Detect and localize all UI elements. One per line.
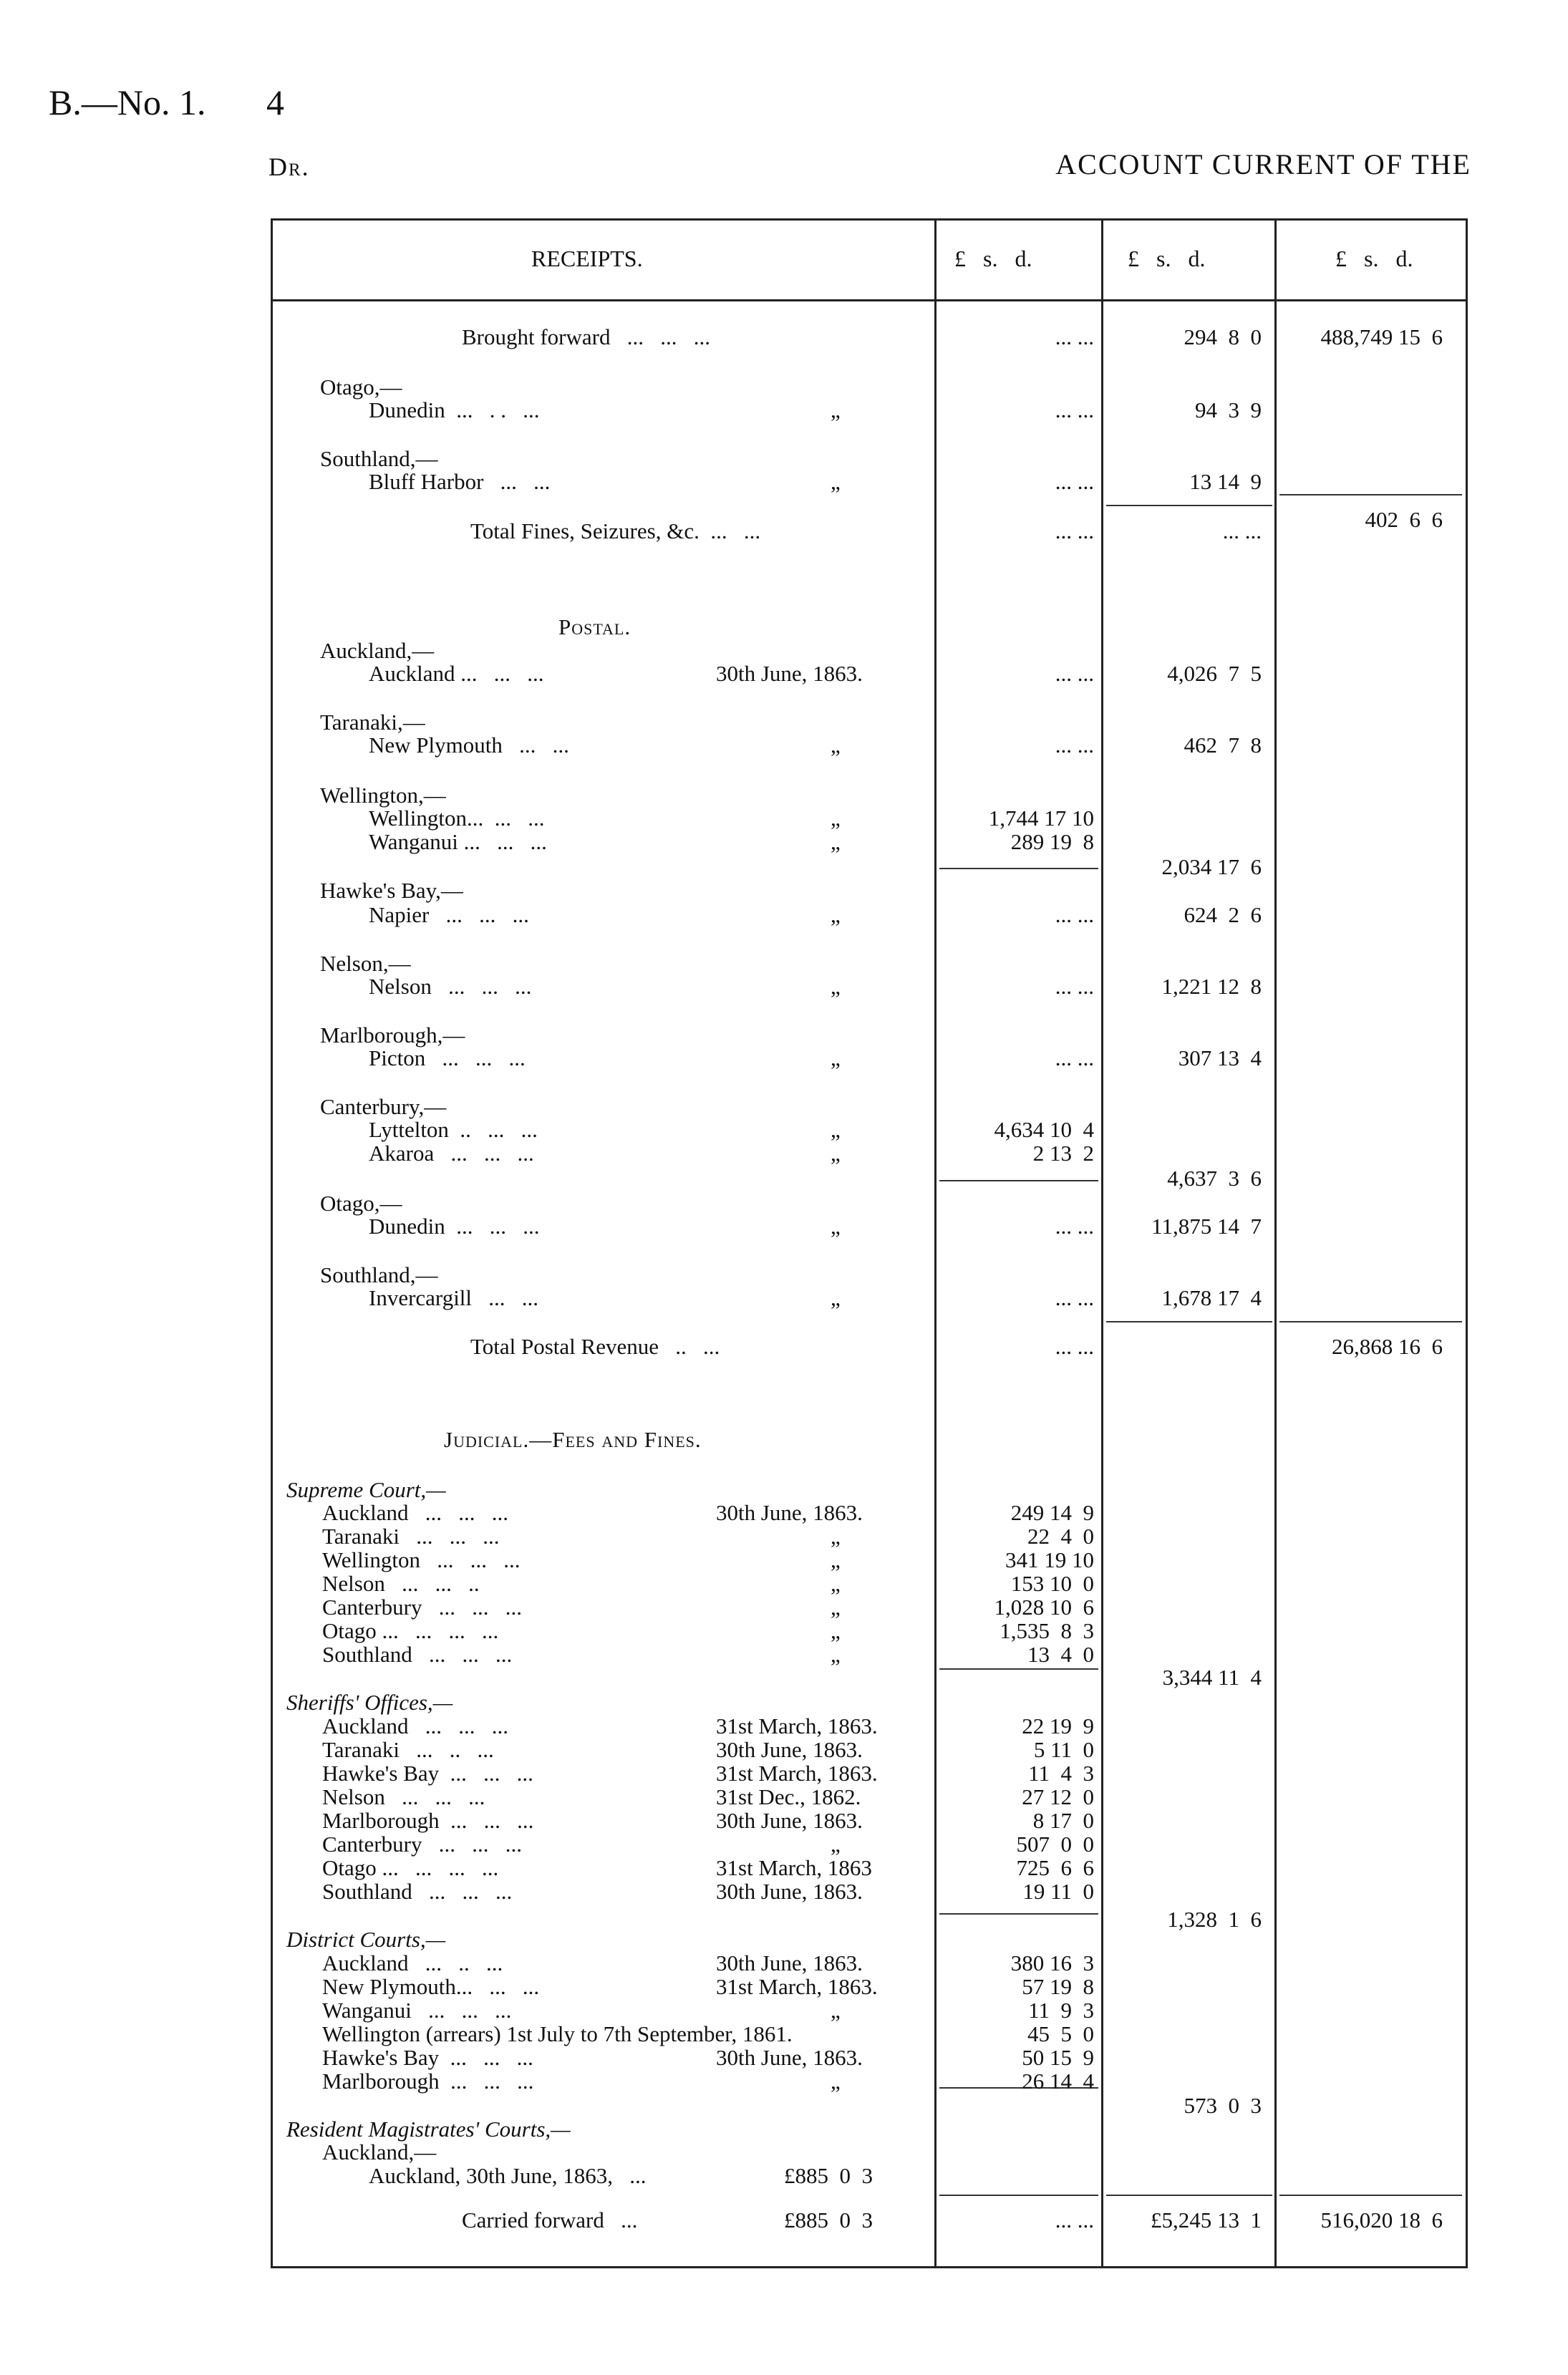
row-sc-taranaki: Taranaki ... ... ... <box>322 1524 500 1549</box>
row-wanganui: Wanganui ... ... ... <box>369 829 547 854</box>
c1-sh-nelson: 27 12 0 <box>1022 1784 1094 1809</box>
row-dc-hawkes-bay: Hawke's Bay ... ... ... <box>322 2045 533 2070</box>
row-invercargill: Invercargill ... ... <box>369 1285 539 1310</box>
debit-label: Dr. <box>268 153 310 181</box>
document-reference: B.—No. 1. <box>49 82 206 122</box>
date-sc-auckland: 30th June, 1863. <box>716 1500 863 1525</box>
c2-picton: 307 13 4 <box>1178 1045 1262 1070</box>
date-akaroa: „ <box>831 1141 841 1166</box>
date-sh-marlborough: 30th June, 1863. <box>716 1808 863 1833</box>
row-carried-forward: Carried forward ... <box>462 2207 638 2233</box>
table-right-rule <box>1466 218 1468 2266</box>
row-total-fines: Total Fines, Seizures, &c. ... ... <box>470 518 761 543</box>
c1-new-plymouth: ... ... <box>1055 732 1094 758</box>
row-dc-wanganui: Wanganui ... ... ... <box>322 1998 512 2023</box>
row-sh-southland: Southland ... ... ... <box>322 1879 513 1904</box>
c2-canterbury-total: 4,637 3 6 <box>1167 1166 1262 1191</box>
row-heading-nelson: Nelson,— <box>320 951 411 976</box>
c1-akaroa: 2 13 2 <box>1032 1141 1094 1166</box>
c2-auckland: 4,026 7 5 <box>1167 661 1262 686</box>
c1-auckland: ... ... <box>1055 661 1094 686</box>
c2-nelson: 1,221 12 8 <box>1161 974 1262 999</box>
rule-carried-c3 <box>1279 2195 1462 2196</box>
date-sc-taranaki: „ <box>831 1524 841 1549</box>
c1-sc-southland: 13 4 0 <box>1027 1642 1094 1667</box>
date-sh-otago: 31st March, 1863 <box>716 1855 872 1880</box>
c3-total-fines: 402 6 6 <box>1365 507 1443 532</box>
row-heading-magistrates: Resident Magistrates' Courts,— <box>286 2117 571 2142</box>
c1-wellington: 1,744 17 10 <box>988 806 1094 831</box>
account-title: ACCOUNT CURRENT OF THE <box>1055 148 1471 180</box>
row-heading-otago: Otago,— <box>320 374 402 400</box>
table-head-rule <box>271 299 1468 301</box>
c1-picton: ... ... <box>1055 1045 1094 1070</box>
c1-total-fines: ... ... <box>1055 518 1094 543</box>
row-new-plymouth: New Plymouth ... ... <box>369 732 569 758</box>
date-dc-wanganui: „ <box>831 1998 841 2023</box>
col3-heading: £ s. d. <box>1335 246 1413 271</box>
date-wellington: „ <box>831 806 841 831</box>
row-heading-marlborough: Marlborough,— <box>320 1022 465 1048</box>
row-heading-wellington: Wellington,— <box>320 783 446 808</box>
c1-dunedin-2: ... ... <box>1055 1214 1094 1239</box>
date-wanganui: „ <box>831 829 841 854</box>
date-napier: „ <box>831 902 841 927</box>
row-sh-marlborough: Marlborough ... ... ... <box>322 1808 534 1833</box>
c2-dunedin-2: 11,875 14 7 <box>1151 1214 1262 1239</box>
c1-dc-wellington: 45 5 0 <box>1027 2021 1094 2046</box>
c1-sc-taranaki: 22 4 0 <box>1027 1524 1094 1549</box>
date-sh-taranaki: 30th June, 1863. <box>716 1737 863 1762</box>
row-rm-auckland: Auckland, 30th June, 1863, ... <box>369 2163 647 2188</box>
c2-wellington-total: 2,034 17 6 <box>1161 854 1262 879</box>
date-dc-new-plymouth: 31st March, 1863. <box>716 1974 878 1999</box>
c1-dc-auckland: 380 16 3 <box>1010 1950 1094 1975</box>
c2-brought: 294 8 0 <box>1184 324 1262 349</box>
rule-postal-grand <box>1279 1321 1462 1322</box>
c1-dc-hawkes-bay: 50 15 9 <box>1022 2045 1094 2070</box>
c1-lyttelton: 4,634 10 4 <box>994 1117 1094 1142</box>
col3-left-rule <box>1274 218 1277 2266</box>
col2-heading: £ s. d. <box>1128 246 1206 271</box>
c1-dc-marlborough: 26 14 4 <box>1022 2069 1094 2094</box>
table-left-rule <box>271 218 273 2266</box>
rule-sheriffs <box>939 1913 1098 1915</box>
row-heading-canterbury: Canterbury,— <box>320 1094 447 1119</box>
date-dc-hawkes-bay: 30th June, 1863. <box>716 2045 863 2070</box>
c3-brought: 488,749 15 6 <box>1320 324 1443 349</box>
amount-carried-inline: £885 0 3 <box>784 2207 873 2233</box>
c2-new-plymouth: 462 7 8 <box>1184 732 1262 758</box>
date-sc-canterbury: „ <box>831 1595 841 1620</box>
c2-carried: £5,245 13 1 <box>1151 2207 1262 2233</box>
row-akaroa: Akaroa ... ... ... <box>369 1141 534 1166</box>
row-brought-forward: Brought forward ... ... ... <box>462 324 710 349</box>
row-auckland: Auckland ... ... ... <box>369 661 544 686</box>
row-sh-nelson: Nelson ... ... ... <box>322 1784 485 1809</box>
date-sh-nelson: 31st Dec., 1862. <box>716 1784 861 1809</box>
date-dc-auckland: 30th June, 1863. <box>716 1950 863 1975</box>
c1-nelson: ... ... <box>1055 974 1094 999</box>
row-wellington: Wellington... ... ... <box>369 806 545 831</box>
row-sh-canterbury: Canterbury ... ... ... <box>322 1832 522 1857</box>
c1-dc-wanganui: 11 9 3 <box>1028 1998 1094 2023</box>
c1-brought: ... ... <box>1055 324 1094 349</box>
row-heading-auckland: Auckland,— <box>320 638 435 663</box>
c2-sheriffs-total: 1,328 1 6 <box>1167 1907 1262 1932</box>
date-sh-auckland: 31st March, 1863. <box>716 1713 878 1738</box>
row-heading-supreme-court: Supreme Court,— <box>286 1477 446 1502</box>
date-sh-hawkes-bay: 31st March, 1863. <box>716 1761 878 1786</box>
c1-bluff: ... ... <box>1055 469 1094 494</box>
c1-wanganui: 289 19 8 <box>1010 829 1094 854</box>
date-sh-southland: 30th June, 1863. <box>716 1879 863 1904</box>
date-dc-marlborough: „ <box>831 2069 841 2094</box>
col2-left-rule <box>1101 218 1103 2266</box>
row-dunedin: Dunedin ... . . ... <box>369 397 540 422</box>
c1-sh-southland: 19 11 0 <box>1022 1879 1094 1904</box>
row-heading-taranaki: Taranaki,— <box>320 710 425 735</box>
row-sc-canterbury: Canterbury ... ... ... <box>322 1595 522 1620</box>
c3-total-postal: 26,868 16 6 <box>1332 1334 1443 1359</box>
col1-heading: £ s. d. <box>954 246 1032 271</box>
date-dunedin-2: „ <box>831 1214 841 1239</box>
date-nelson: „ <box>831 974 841 999</box>
row-sc-otago: Otago ... ... ... ... <box>322 1618 499 1643</box>
c1-dc-new-plymouth: 57 19 8 <box>1022 1974 1094 1999</box>
row-dc-auckland: Auckland ... .. ... <box>322 1950 503 1975</box>
date-sh-canterbury: „ <box>831 1832 841 1857</box>
row-heading-rm-auckland: Auckland,— <box>322 2139 437 2164</box>
row-lyttelton: Lyttelton .. ... ... <box>369 1117 538 1142</box>
c1-napier: ... ... <box>1055 902 1094 927</box>
row-dc-wellington: Wellington (arrears) 1st July to 7th September, 1861. <box>322 2021 793 2046</box>
c2-bluff: 13 14 9 <box>1189 469 1262 494</box>
c2-district-total: 573 0 3 <box>1184 2093 1262 2118</box>
c3-carried: 516,020 18 6 <box>1320 2207 1443 2233</box>
receipts-heading: RECEIPTS. <box>531 246 643 271</box>
rule-wellington <box>939 868 1098 869</box>
rule-canterbury <box>939 1180 1098 1181</box>
date-sc-wellington: „ <box>831 1547 841 1572</box>
c1-sc-wellington: 341 19 10 <box>1005 1547 1094 1572</box>
date-dunedin: „ <box>831 397 841 422</box>
c1-sc-otago: 1,535 8 3 <box>1000 1618 1094 1643</box>
row-heading-district-courts: District Courts,— <box>286 1927 446 1952</box>
row-sh-taranaki: Taranaki ... .. ... <box>322 1737 494 1762</box>
row-heading-sheriffs: Sheriffs' Offices,— <box>286 1690 453 1715</box>
c2-invercargill: 1,678 17 4 <box>1161 1285 1262 1310</box>
row-nelson: Nelson ... ... ... <box>369 974 532 999</box>
row-bluff: Bluff Harbor ... ... <box>369 469 551 494</box>
c1-sh-taranaki: 5 11 0 <box>1033 1737 1094 1762</box>
row-dc-new-plymouth: New Plymouth... ... ... <box>322 1974 540 1999</box>
row-picton: Picton ... ... ... <box>369 1045 526 1070</box>
rule-fines-grand <box>1279 494 1462 495</box>
rule-postal-total <box>1106 1321 1272 1322</box>
c1-sc-canterbury: 1,028 10 6 <box>994 1595 1094 1620</box>
c2-dunedin: 94 3 9 <box>1195 397 1262 422</box>
c1-sh-canterbury: 507 0 0 <box>1016 1832 1094 1857</box>
c1-sh-hawkes-bay: 11 4 3 <box>1028 1761 1094 1786</box>
c1-total-postal: ... ... <box>1055 1334 1094 1359</box>
date-invercargill: „ <box>831 1285 841 1310</box>
date-bluff: „ <box>831 469 841 494</box>
row-heading-hawkes-bay: Hawke's Bay,— <box>320 878 463 903</box>
section-postal: Postal. <box>558 614 631 639</box>
table-bottom-rule <box>271 2266 1468 2268</box>
section-judicial: Judicial.—Fees and Fines. <box>444 1427 702 1452</box>
row-heading-southland: Southland,— <box>320 446 438 471</box>
c1-sc-nelson: 153 10 0 <box>1010 1571 1094 1596</box>
row-sc-nelson: Nelson ... ... .. <box>322 1571 480 1596</box>
row-heading-otago-2: Otago,— <box>320 1191 402 1216</box>
c1-sh-auckland: 22 19 9 <box>1022 1713 1094 1738</box>
rule-magistrates <box>939 2195 1098 2196</box>
row-total-postal: Total Postal Revenue .. ... <box>470 1334 720 1359</box>
row-sh-auckland: Auckland ... ... ... <box>322 1713 509 1738</box>
c2-supreme-total: 3,344 11 4 <box>1162 1665 1262 1690</box>
date-sc-southland: „ <box>831 1642 841 1667</box>
date-sc-otago: „ <box>831 1618 841 1643</box>
row-dc-marlborough: Marlborough ... ... ... <box>322 2069 534 2094</box>
c1-sh-marlborough: 8 17 0 <box>1032 1808 1094 1833</box>
rule-carried-c2 <box>1106 2195 1272 2196</box>
date-auckland: 30th June, 1863. <box>716 661 863 686</box>
row-heading-southland-2: Southland,— <box>320 1262 438 1287</box>
rule-supreme <box>939 1668 1098 1670</box>
row-sc-southland: Southland ... ... ... <box>322 1642 513 1667</box>
page-number: 4 <box>266 82 284 122</box>
amount-rm-auckland: £885 0 3 <box>784 2163 873 2188</box>
table-top-rule <box>271 218 1468 221</box>
c1-invercargill: ... ... <box>1055 1285 1094 1310</box>
row-sh-hawkes-bay: Hawke's Bay ... ... ... <box>322 1761 533 1786</box>
c1-dunedin: ... ... <box>1055 397 1094 422</box>
row-sc-wellington: Wellington ... ... ... <box>322 1547 521 1572</box>
row-sc-auckland: Auckland ... ... ... <box>322 1500 509 1525</box>
c1-sc-auckland: 249 14 9 <box>1010 1500 1094 1525</box>
date-picton: „ <box>831 1045 841 1070</box>
rule-fines-total <box>1106 505 1272 506</box>
c1-sh-otago: 725 6 6 <box>1016 1855 1094 1880</box>
date-sc-nelson: „ <box>831 1571 841 1596</box>
date-new-plymouth: „ <box>831 732 841 758</box>
row-napier: Napier ... ... ... <box>369 902 529 927</box>
c1-carried: ... ... <box>1055 2207 1094 2233</box>
row-dunedin-2: Dunedin ... ... ... <box>369 1214 540 1239</box>
row-sh-otago: Otago ... ... ... ... <box>322 1855 499 1880</box>
col1-left-rule <box>934 218 937 2266</box>
date-lyttelton: „ <box>831 1117 841 1142</box>
c2-napier: 624 2 6 <box>1184 902 1262 927</box>
c2-total-fines: ... ... <box>1222 518 1262 543</box>
